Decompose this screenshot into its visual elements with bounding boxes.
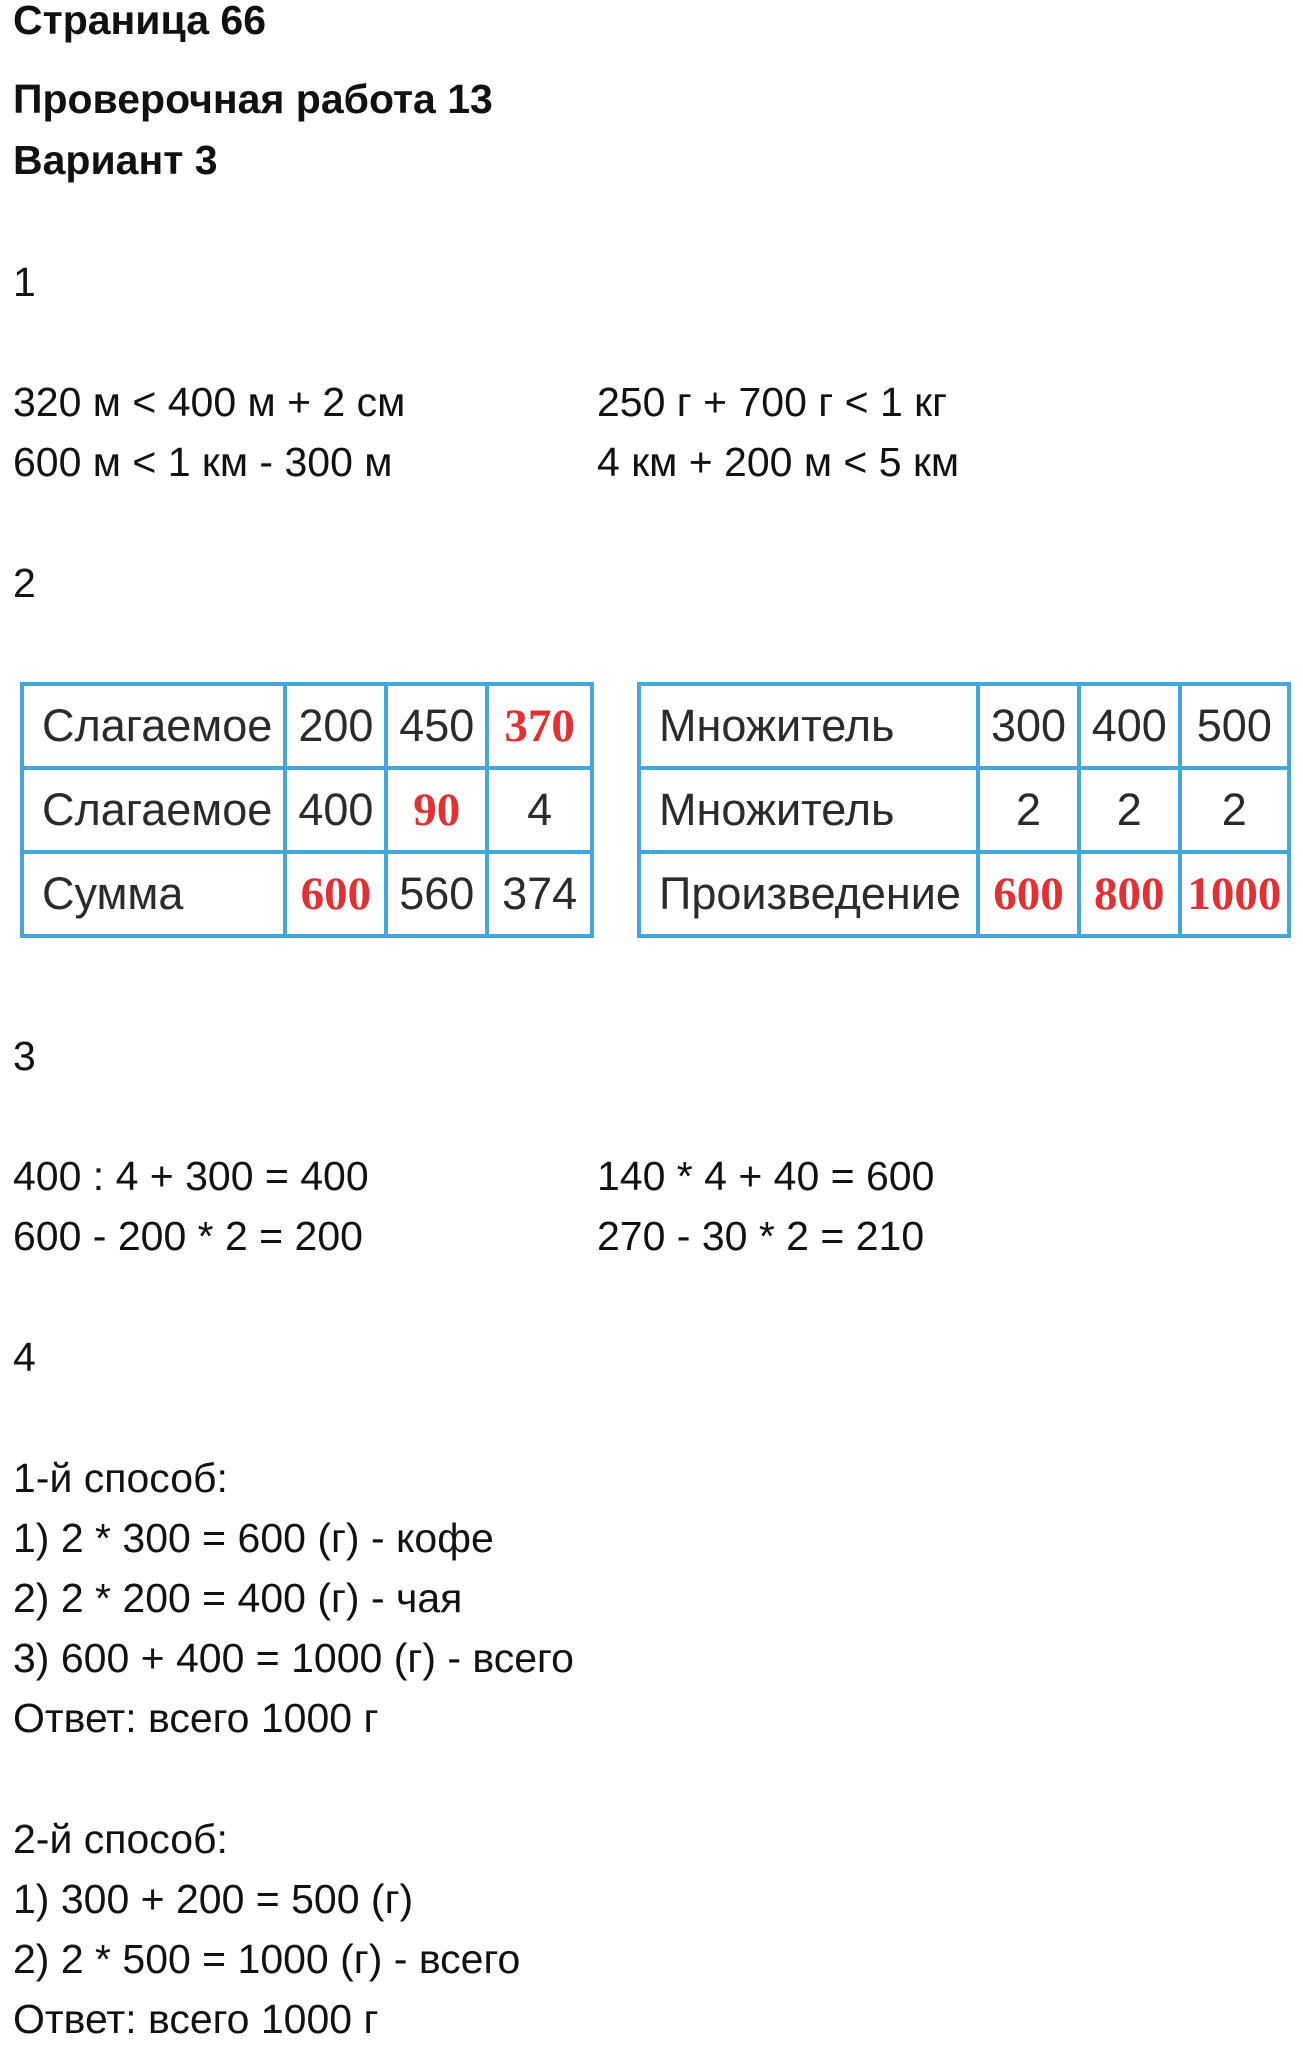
task3-left-1: 400 : 4 + 300 = 400 (13, 1153, 369, 1199)
method2-answer: Ответ: всего 1000 г (13, 1996, 379, 2042)
method1-step-3: 3) 600 + 400 = 1000 (г) - всего (13, 1635, 574, 1681)
table-cell: 2 (1180, 768, 1289, 852)
answer-cell: 90 (386, 768, 487, 852)
table-cell: 400 (285, 768, 386, 852)
answer-cell: 800 (1079, 852, 1180, 936)
answer-cell: 370 (487, 684, 592, 768)
method1-title: 1-й способ: (13, 1455, 228, 1501)
table-cell: 2 (1079, 768, 1180, 852)
task3-number: 3 (13, 1033, 36, 1079)
method2-title: 2-й способ: (13, 1816, 228, 1862)
page-number: Страница 66 (13, 0, 267, 43)
answer-cell: 600 (285, 852, 386, 936)
sum-table (20, 682, 594, 938)
sum-table-row (22, 684, 592, 768)
table-cell: 2 (978, 768, 1079, 852)
product-table (637, 682, 1291, 938)
row-label: Произведение (639, 852, 978, 936)
test-title: Проверочная работа 13 (13, 76, 493, 122)
task2-number: 2 (13, 560, 36, 606)
row-label: Сумма (22, 852, 285, 936)
row-label: Множитель (639, 684, 978, 768)
method2-step-1: 1) 300 + 200 = 500 (г) (13, 1876, 414, 1922)
task1-left-2: 600 м < 1 км - 300 м (13, 439, 393, 485)
task3-right-1: 140 * 4 + 40 = 600 (597, 1153, 935, 1199)
task1-right-2: 4 км + 200 м < 5 км (597, 439, 960, 485)
answer-cell: 1000 (1180, 852, 1289, 936)
task4-number: 4 (13, 1334, 36, 1380)
task1-left-1: 320 м < 400 м + 2 см (13, 379, 406, 425)
method1-step-2: 2) 2 * 200 = 400 (г) - чая (13, 1575, 463, 1621)
table-cell: 500 (1180, 684, 1289, 768)
sum-table-row (22, 852, 592, 936)
table-cell: 4 (487, 768, 592, 852)
task1-number: 1 (13, 259, 36, 305)
answer-cell: 600 (978, 852, 1079, 936)
method1-step-1: 1) 2 * 300 = 600 (г) - кофе (13, 1515, 494, 1561)
table-cell: 400 (1079, 684, 1180, 768)
table-cell: 374 (487, 852, 592, 936)
table-cell: 450 (386, 684, 487, 768)
row-label: Слагаемое (22, 768, 285, 852)
table-cell: 560 (386, 852, 487, 936)
product-table-row (639, 684, 1289, 768)
row-label: Множитель (639, 768, 978, 852)
task3-left-2: 600 - 200 * 2 = 200 (13, 1213, 363, 1259)
sum-table-row (22, 768, 592, 852)
product-table-row (639, 852, 1289, 936)
row-label: Слагаемое (22, 684, 285, 768)
method2-step-2: 2) 2 * 500 = 1000 (г) - всего (13, 1936, 521, 1982)
task3-right-2: 270 - 30 * 2 = 210 (597, 1213, 925, 1259)
variant-title: Вариант 3 (13, 137, 218, 183)
product-table-row (639, 768, 1289, 852)
table-cell: 300 (978, 684, 1079, 768)
table-cell: 200 (285, 684, 386, 768)
method1-answer: Ответ: всего 1000 г (13, 1695, 379, 1741)
task1-right-1: 250 г + 700 г < 1 кг (597, 379, 948, 425)
